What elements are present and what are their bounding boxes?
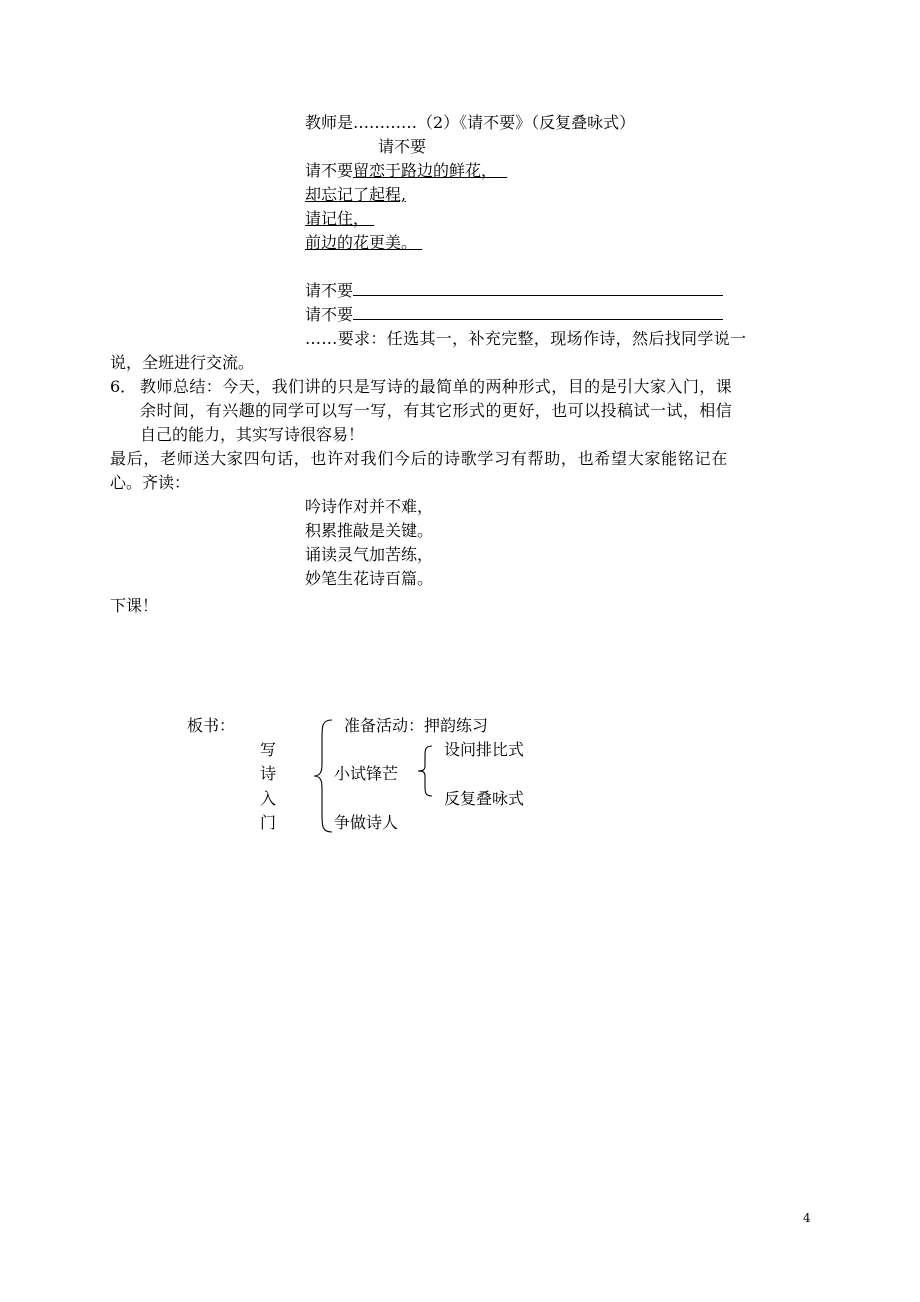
underline-tail (497, 161, 507, 180)
board-sub-item: 设问排比式 (444, 740, 525, 759)
board-item-trial: 小试锋芒 (334, 764, 399, 783)
underline-tail (369, 209, 374, 228)
board-item-prep: 准备活动：押韵练习 (344, 716, 489, 735)
verse-line: 妙笔生花诗百篇。 (305, 569, 434, 588)
verse-line: 积累推敲是关键。 (305, 521, 434, 540)
board-title-char: 入 (260, 789, 277, 808)
verse-line: 吟诗作对并不难， (305, 497, 434, 516)
fill-in-blank (353, 281, 723, 296)
requirement-text: ……要求：任选其一，补充完整，现场作诗，然后找同学说一 (305, 329, 747, 348)
poem-line: 却忘记了起程, (305, 185, 407, 204)
fill-in-line (305, 305, 723, 325)
sub-brace (410, 742, 438, 800)
poem-line-underlined: 留恋于路边的鲜花， (353, 161, 498, 180)
poem-line-underlined: 前边的花更美。 (305, 233, 418, 252)
page-number: 4 (803, 1211, 811, 1225)
summary-text: 教师总结：今天，我们讲的只是写诗的最简单的两种形式，目的是引大家入门，课 (140, 377, 733, 396)
poem-line-underlined: 请记住， (305, 209, 370, 228)
summary-text: 余时间，有兴趣的同学可以写一写，有其它形式的更好，也可以投稿试一试，相信 (140, 401, 733, 420)
board-title-char: 写 (260, 740, 277, 759)
fill-in-line (305, 281, 723, 301)
underline-tail (417, 233, 422, 252)
poem-line-prefix: 请不要 (305, 161, 354, 180)
fill-in-prefix: 请不要 (305, 281, 354, 300)
summary-number: 6． (110, 377, 137, 396)
poem-title: 请不要 (378, 137, 427, 156)
closing-text: 心。齐读： (110, 473, 191, 492)
verse-line: 诵读灵气加苦练， (305, 545, 434, 564)
board-title-char: 诗 (260, 764, 277, 783)
poem-line (305, 161, 507, 181)
end-of-class: 下课！ (110, 596, 159, 615)
board-label: 板书： (187, 716, 236, 735)
board-item-poet: 争做诗人 (334, 813, 399, 832)
closing-text: 最后，老师送大家四句话，也许对我们今后的诗歌学习有帮助，也希望大家能铭记在 (110, 449, 728, 468)
board-title-char: 门 (260, 813, 277, 832)
fill-in-blank (353, 305, 723, 320)
summary-text: 自己的能力，其实写诗很容易！ (140, 425, 365, 444)
poem-line (305, 209, 374, 229)
board-sub-item: 反复叠咏式 (444, 789, 525, 808)
requirement-text-cont: 说，全班进行交流。 (110, 353, 255, 372)
section-heading: 教师是…………（2）《请不要》（反复叠咏式） (305, 113, 636, 132)
fill-in-prefix: 请不要 (305, 305, 354, 324)
poem-line (305, 233, 422, 253)
